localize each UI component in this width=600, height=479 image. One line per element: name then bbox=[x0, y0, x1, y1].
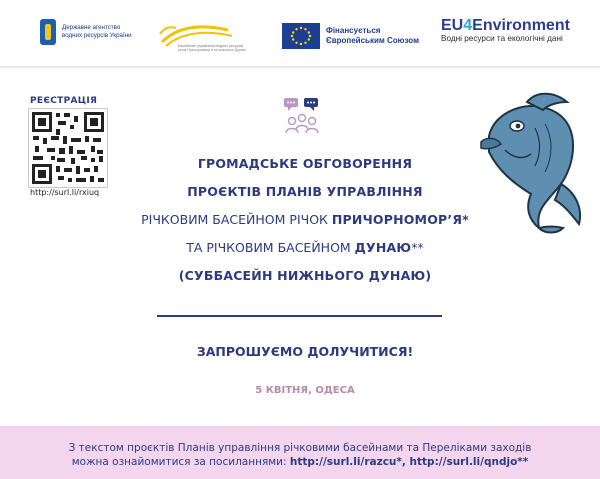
basin-authority-text-line1: Басейнове управління водних ресурсів bbox=[178, 44, 244, 48]
discussion-group-icon bbox=[284, 96, 320, 136]
footer-line2-prefix: можна ознайомитися за посиланнями: bbox=[71, 456, 290, 468]
footer-link-prychornomoria[interactable]: http://surl.li/razcu* bbox=[289, 456, 402, 468]
footer-line2 bbox=[0, 455, 600, 469]
eu-flag-icon bbox=[282, 23, 320, 49]
title-divider bbox=[157, 315, 442, 317]
eu4environment-subtitle: Водні ресурси та екологічні дані bbox=[441, 34, 563, 43]
trident-icon bbox=[40, 19, 56, 45]
event-title-line5: (СУББАСЕЙН НИЖНЬОГО ДУНАЮ) bbox=[178, 268, 432, 283]
fish-illustration bbox=[475, 88, 587, 236]
gov-agency-name-line2: водних ресурсів України bbox=[62, 32, 132, 39]
invitation-text: ЗАПРОШУЄМО ДОЛУЧИТИСЯ! bbox=[196, 344, 414, 359]
gov-agency-name-line1: Державне агентство bbox=[62, 24, 121, 31]
eu4-prefix: EU bbox=[441, 17, 464, 34]
header-bar bbox=[0, 0, 600, 66]
basin-authority-text-line2: річок Причорномор'я та нижнього Дунаю bbox=[178, 48, 246, 52]
basin-authority-logo[interactable] bbox=[158, 18, 250, 54]
event-title bbox=[110, 150, 500, 290]
event-title-line3-bold: ПРИЧОРНОМОР’Я* bbox=[331, 212, 469, 227]
eu4-suffix: Environment bbox=[472, 17, 570, 34]
eu4environment-logo[interactable] bbox=[441, 17, 570, 53]
event-title-line2: ПРОЄКТІВ ПЛАНІВ УПРАВЛІННЯ bbox=[187, 184, 423, 199]
registration-qr-code[interactable] bbox=[28, 108, 108, 188]
gov-agency-logo[interactable] bbox=[40, 14, 157, 50]
event-title-line4-bold: ДУНАЮ bbox=[354, 240, 412, 255]
basin-authority-emblem bbox=[158, 20, 250, 52]
registration-label: РЕЄСТРАЦІЯ bbox=[30, 96, 98, 106]
eu-funding-line1: Фінансується bbox=[326, 26, 381, 35]
event-title-line4-suffix: ** bbox=[411, 240, 424, 255]
header-divider bbox=[0, 66, 600, 68]
event-title-line1: ГРОМАДСЬКЕ ОБГОВОРЕННЯ bbox=[197, 156, 413, 171]
eu4environment-title bbox=[441, 17, 570, 34]
event-title-line4-regular: ТА РІЧКОВИМ БАСЕЙНОМ bbox=[186, 240, 355, 255]
eu4-number: 4 bbox=[463, 17, 473, 34]
event-date-location: 5 КВІТНЯ, ОДЕСА bbox=[255, 385, 355, 396]
footer-link-danube[interactable]: http://surl.li/qndjo** bbox=[409, 456, 529, 468]
footer-line1: З текстом проєктів Планів управління річковими басейнами та Переліками заходів bbox=[68, 442, 532, 454]
event-title-line4 bbox=[110, 234, 500, 262]
event-title-line3 bbox=[110, 206, 500, 234]
eu-funding-line2: Європейським Союзом bbox=[326, 36, 419, 45]
eu-funding-text bbox=[326, 26, 419, 46]
registration-link[interactable]: http://surl.li/rxiuq bbox=[30, 188, 100, 197]
eu-funding-logo[interactable] bbox=[282, 18, 419, 54]
footer-text bbox=[0, 441, 600, 469]
gov-agency-name bbox=[62, 24, 157, 40]
footer-link-separator: , bbox=[401, 456, 410, 468]
event-title-line3-regular: РІЧКОВИМ БАСЕЙНОМ РІЧОК bbox=[141, 212, 332, 227]
